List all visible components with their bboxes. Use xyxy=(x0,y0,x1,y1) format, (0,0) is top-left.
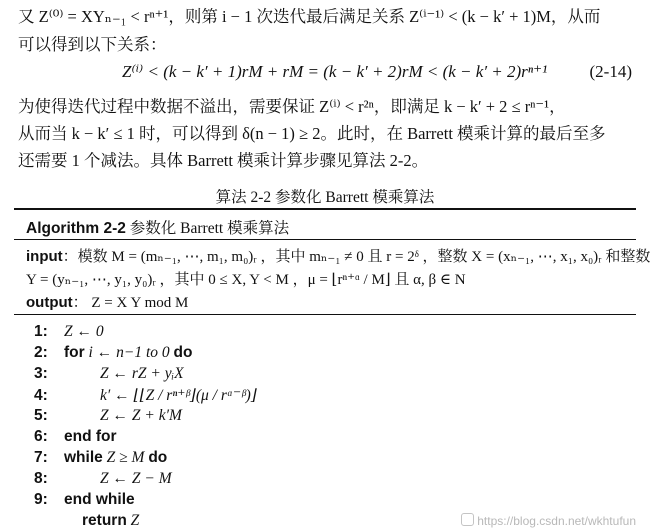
step-keyword: end for xyxy=(64,428,117,445)
step-text: Z xyxy=(126,512,140,529)
step-text: Z ← Z − M xyxy=(100,470,172,487)
equation-2-14 xyxy=(0,58,650,88)
watermark-logo-icon xyxy=(461,513,474,526)
step-number: 3: xyxy=(34,365,48,382)
io-divider xyxy=(14,314,636,315)
paragraph-line: 为使得迭代过程中数据不溢出，需要保证 Z⁽ⁱ⁾ < r²ⁿ，即满足 k − k′ + 2 ≤ rⁿ⁻¹， xyxy=(18,97,566,116)
step-number: 5: xyxy=(34,407,48,424)
step-keyword: for xyxy=(64,344,85,361)
step-text: Z ← Z + k′M xyxy=(100,407,182,424)
algorithm-input xyxy=(26,245,650,266)
algorithm-box xyxy=(14,208,650,530)
equation-body: Z⁽ⁱ⁾ < (k − k′ + 1)rM + rM = (k − k′ + 2)rM < (k − k′ + 2)rⁿ⁺¹ xyxy=(122,62,548,81)
step-body xyxy=(100,386,257,405)
step-number: 2: xyxy=(34,344,48,361)
algorithm-step xyxy=(34,386,257,405)
step-number: 1: xyxy=(34,323,48,340)
step-number: 9: xyxy=(34,491,48,508)
step-body xyxy=(64,428,117,445)
algorithm-title xyxy=(26,216,289,238)
algorithm-output xyxy=(26,291,188,312)
equation-number: (2-14) xyxy=(589,62,632,81)
step-body xyxy=(100,365,184,383)
algorithm-step xyxy=(52,512,139,530)
watermark xyxy=(461,513,636,528)
paragraph-line: 又 Z⁽⁰⁾ = XYₙ₋₁ < rⁿ⁺¹，则第 i − 1 次迭代最后满足关系 Z⁽ⁱ⁻¹⁾ < (k − k′ + 1)M，从而 xyxy=(18,7,601,26)
algorithm-step xyxy=(34,344,192,362)
step-text: i ← n−1 to 0 xyxy=(84,344,174,361)
title-divider xyxy=(14,239,636,240)
input-line-1: ：模数 M = (mₙ₋₁, ⋯, m₁, m₀)ᵣ ，其中 mₙ₋₁ ≠ 0 且 r = 2ᵟ ，整数 X = (xₙ₋₁, ⋯, x₁, x₀)ᵣ 和整数 xyxy=(62,249,650,265)
algorithm-step xyxy=(34,323,104,341)
step-body xyxy=(100,470,172,488)
step-text: Z ← rZ + yᵢX xyxy=(100,365,184,382)
step-keyword: end while xyxy=(64,491,135,508)
step-keyword-trailing: do xyxy=(148,449,168,466)
step-body xyxy=(64,491,135,508)
algorithm-step xyxy=(34,470,172,488)
step-text: k′ ← ⌊⌊Z / rⁿ⁺ᵝ⌋(μ / rᵅ⁻ᵝ)⌋ xyxy=(100,387,257,404)
paragraph-line: 从而当 k − k′ ≤ 1 时，可以得到 δ(n − 1) ≥ 2。此时，在 Barrett 模乘计算的最后至多 xyxy=(18,124,606,143)
algorithm-title-bold: Algorithm 2-2 xyxy=(26,220,126,237)
algorithm-caption: 算法 2-2 参数化 Barrett 模乘算法 xyxy=(215,189,435,206)
step-body xyxy=(64,449,167,466)
algorithm-step xyxy=(34,407,182,425)
step-number: 4: xyxy=(34,387,48,404)
step-text: Z ≥ M xyxy=(102,449,149,466)
input-label: input xyxy=(26,248,63,265)
step-body xyxy=(82,512,139,529)
algorithm-step xyxy=(34,449,167,467)
step-number: 7: xyxy=(34,449,48,466)
step-text: Z ← 0 xyxy=(64,323,104,340)
step-number: 8: xyxy=(34,470,48,487)
algorithm-step xyxy=(34,365,184,383)
watermark-text: https://blog.csdn.net/wkhtufun xyxy=(477,514,636,528)
step-body xyxy=(100,407,182,425)
step-keyword: return xyxy=(82,512,127,529)
output-label: output xyxy=(26,294,73,311)
paragraph-line: 可以得到以下关系： xyxy=(18,35,167,54)
step-body xyxy=(64,323,104,340)
algorithm-step xyxy=(34,491,135,509)
step-keyword: while xyxy=(64,449,103,466)
algorithm-input-continued: Y = (yₙ₋₁, ⋯, y₁, y₀)ᵣ ，其中 0 ≤ X, Y < M ，μ = ⌊rⁿ⁺ᵅ / M⌋ 且 α, β ∈ N xyxy=(26,272,466,288)
paragraph-line: 还需要 1 个减法。具体 Barrett 模乘计算步骤见算法 2-2。 xyxy=(18,151,429,170)
output-text: ： Z = X Y mod M xyxy=(72,295,189,311)
algorithm-title-text: 参数化 Barrett 模乘算法 xyxy=(125,220,290,237)
step-number: 6: xyxy=(34,428,48,445)
step-keyword-trailing: do xyxy=(173,344,193,361)
algorithm-step xyxy=(34,428,117,446)
step-body xyxy=(64,344,192,361)
